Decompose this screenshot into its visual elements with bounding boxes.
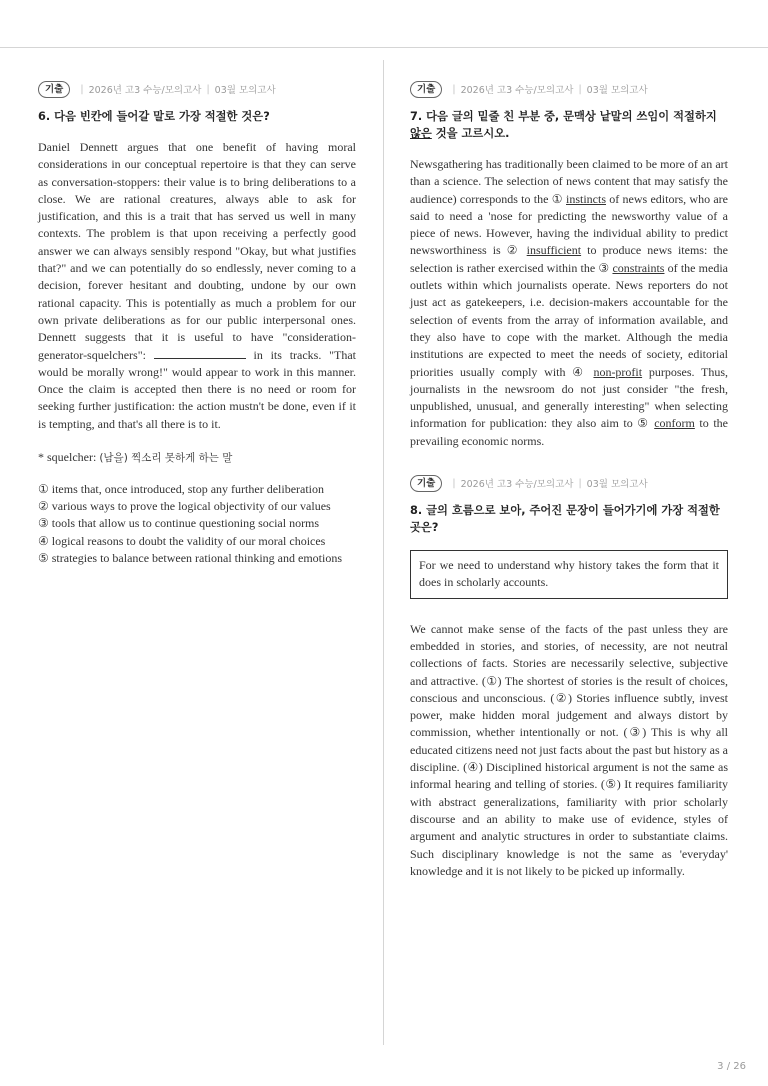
question-7 [410, 80, 728, 450]
source-badge: 기출 [38, 81, 70, 98]
given-sentence-box: For we need to understand why history takes the form that it does in scholarly accounts. [410, 550, 728, 599]
question-7-passage: Newsgathering has traditionally been claimed to be more of an art than a science. The selection of news content that may satisfy the audience) corresponds to the ① instincts of news editors, who are said to need a 'nose for predicting the newsworthy value of a piece of news. However, having the individual ability to predict newsworthiness is ② insufficient to produce news items: the selection is rather exercised within the ③ constraints of the media outlets within which journalists operate. News reporters do not just act as gatekeepers, i.e. decision-makers accountable for the selection of events from the array of information available, and they also have to cope with the market. Although the media institutions are expected to meet the needs of society, editorial priorities usually comply with ④ non-profit purposes. Thus, journalists in the newsroom do not just consider "the fresh, unpublished, unusual, and generally interesting" when selecting information for publication: they also aim to ⑤ conform to the prevailing economic norms. [410, 157, 729, 448]
source-month: 03월 모의고사 [586, 85, 648, 96]
underlined-word-3: constraints [612, 260, 665, 275]
underlined-word-4: non-profit [593, 364, 643, 379]
header-rule [0, 47, 768, 48]
underlined-word-1: instincts [566, 191, 607, 206]
source-month: 03월 모의고사 [586, 479, 648, 491]
question-6-title: 6. 다음 빈칸에 들어갈 말로 가장 적절한 것은? [38, 110, 270, 123]
question-8 [410, 474, 728, 880]
answer-options [38, 481, 356, 567]
option-5[interactable]: ⑤ strategies to balance between rational thinking and emotions [38, 550, 343, 565]
question-7-source: 기출 | 2026년 고3 수능/모의고사 | 03월 모의고사 [410, 80, 728, 98]
column-divider [383, 60, 384, 1045]
question-6-source: 기출 | 2026년 고3 수능/모의고사 | 03월 모의고사 [38, 80, 356, 98]
question-7-title: 7. 다음 글의 밑줄 친 부분 중, 문맥상 낱말의 쓰임이 적절하지 않은 것을 고르시오. [410, 110, 717, 140]
source-exam: 2026년 고3 수능/모의고사 [460, 85, 574, 96]
question-8-passage: We cannot make sense of the facts of the past unless they are embedded in stories, and stories, of necessity, are not neutral collections of facts. Stories are necessarily selective, subjective and attractive. (①) The shortest of stories is the result of choices, conscious and unconscious. (②) Stories influence subtly, invest power, make hidden moral judgement and always distort by commission, whether intentionally or not. (③) This is why all educated citizens need not just facts about the past but history as a discipline. (④) Disciplined historical argument is not the same as informal hearing and telling of stories. (⑤) It requires familiarity with abstract generalizations, familiarity with prior scholarly discourse and an ability to make use of evidence, styles of argument and analytic structures in order to substantiate claims. Such disciplinary knowledge is not the same as 'everyday' knowledge and it is not likely to be picked up informally. [410, 621, 728, 878]
vocab-note: * squelcher: (남을) 찍소리 못하게 하는 말 [38, 450, 233, 465]
page-number: 3 / 26 [717, 1061, 746, 1072]
option-2[interactable]: ② various ways to prove the logical objectivity of our values [38, 499, 331, 514]
source-badge: 기출 [410, 81, 442, 98]
question-8-source: 기출 | 2026년 고3 수능/모의고사 | 03월 모의고사 [410, 474, 728, 492]
answer-blank [154, 347, 246, 359]
underlined-word-2: insufficient [526, 243, 582, 258]
question-6 [38, 80, 356, 567]
source-month: 03월 모의고사 [214, 85, 276, 96]
option-3[interactable]: ③ tools that allow us to continue questioning social norms [38, 516, 320, 531]
source-badge: 기출 [410, 475, 442, 492]
source-exam: 2026년 고3 수능/모의고사 [460, 479, 574, 491]
right-column [410, 80, 728, 880]
question-6-passage: Daniel Dennett argues that one benefit of having moral considerations in our conceptual repertoire is that they can serve as conversation-stoppers: their value is to bring deliberations to a close. We are rational creatures, always able to ask for justification, and this is a trait that has served us well in many contexts. The problem is that upon receiving a perfectly good answer we can always sensibly respond "Okay, but what justifies that?" and we can potentially do so endlessly, never coming to a decision, forever hesitant and doubting, undone by our own rational capacity. This is potentially as much a problem for our own private deliberations as for our public interpersonal ones. Dennett suggests that it is useful to have "consideration-generator-squelchers": in its tracks. "That would be morally wrong!" would appear to work in this manner. Once the claim is accepted then there is no need or room for seeking further justification: the action mustn't be done, even if it is tempting, and that's all there is to it. [38, 140, 356, 431]
underlined-word-5: conform [654, 416, 695, 431]
question-8-title: 8. 글의 흐름으로 보아, 주어진 문장이 들어가기에 가장 적절한 곳은? [410, 504, 720, 535]
source-exam: 2026년 고3 수능/모의고사 [88, 85, 202, 96]
option-4[interactable]: ④ logical reasons to doubt the validity of our moral choices [38, 533, 326, 548]
option-1[interactable]: ① items that, once introduced, stop any further deliberation [38, 482, 325, 497]
